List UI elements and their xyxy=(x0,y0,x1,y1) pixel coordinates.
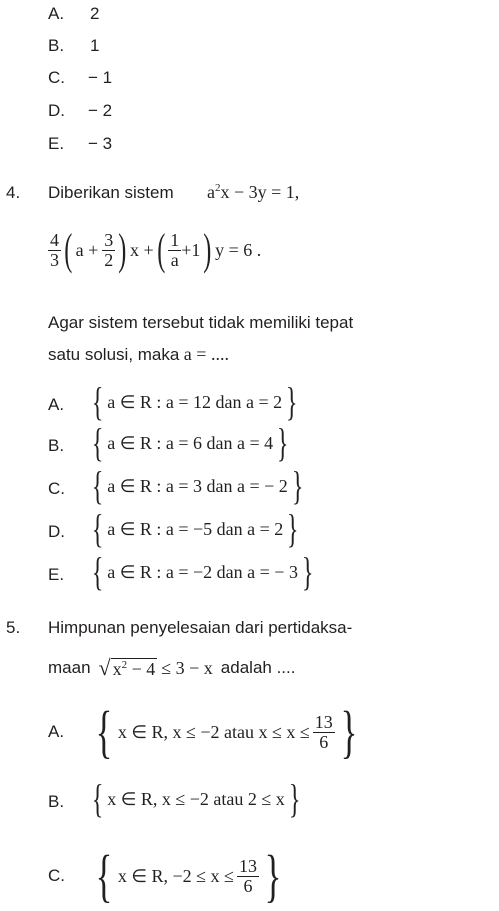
radicand xyxy=(111,658,158,680)
question-4-body-line-1: Agar sistem tersebut tidak memiliki tepat xyxy=(48,313,354,332)
line-2-end: adalah .... xyxy=(220,658,296,677)
left-brace: { xyxy=(91,420,104,465)
option-text: x ∈ R, x ≤ −2 atau x ≤ x ≤ xyxy=(117,721,310,742)
question-5-line-2 xyxy=(48,655,295,681)
fraction-denominator: a xyxy=(170,249,179,270)
left-brace: { xyxy=(91,506,104,551)
fraction-one-over-a xyxy=(168,231,181,270)
right-brace: } xyxy=(287,506,299,551)
left-paren: ( xyxy=(156,225,165,274)
question-5-line-1: Himpunan penyelesaian dari pertidaksa- xyxy=(48,618,353,637)
fraction-thirteen-sixths xyxy=(237,857,259,896)
q5-option-b-letter: B. xyxy=(48,792,65,811)
prev-option-b-value: 1 xyxy=(90,36,100,55)
radical-icon: √ xyxy=(98,655,111,680)
right-brace: } xyxy=(340,699,358,764)
question-5-number: 5. xyxy=(6,618,21,637)
prev-option-b-letter: B. xyxy=(48,36,65,55)
fraction-numerator: 13 xyxy=(314,711,333,732)
right-brace: } xyxy=(276,420,289,465)
line-2-start: maan xyxy=(48,658,91,677)
fraction-numerator: 3 xyxy=(104,229,114,250)
square-root xyxy=(99,655,158,681)
left-brace: { xyxy=(91,379,104,424)
q4-option-d-letter: D. xyxy=(48,522,65,541)
eq1-exponent: 2 xyxy=(215,182,221,194)
x-plus: x + xyxy=(129,239,154,260)
fraction-three-halves xyxy=(102,231,115,270)
left-brace: { xyxy=(95,699,113,764)
q5-option-b[interactable] xyxy=(88,776,304,821)
right-paren: ) xyxy=(203,225,212,274)
left-brace: { xyxy=(91,463,104,508)
y-equals-six: y = 6 . xyxy=(215,239,262,260)
q5-option-a[interactable] xyxy=(90,699,363,764)
a-plus: a + xyxy=(75,239,99,260)
fraction-numerator: 4 xyxy=(50,229,59,250)
body-math: a = .... xyxy=(183,344,229,364)
left-paren: ( xyxy=(64,225,73,274)
eq1-base: a xyxy=(207,182,215,202)
fraction-denominator: 2 xyxy=(104,249,114,270)
prev-option-e-letter: E. xyxy=(48,134,65,153)
fraction-denominator: 6 xyxy=(319,731,329,752)
option-text: a ∈ R : a = −5 dan a = 2 xyxy=(107,518,284,539)
q4-option-e[interactable] xyxy=(88,549,317,594)
fraction-numerator: 13 xyxy=(238,855,257,876)
q4-option-a-letter: A. xyxy=(48,395,65,414)
radicand-exponent: 2 xyxy=(121,659,128,671)
question-4-number: 4. xyxy=(6,183,21,202)
fraction-thirteen-sixths xyxy=(313,713,335,752)
question-4-equation-1 xyxy=(207,182,299,203)
right-brace: } xyxy=(291,463,304,508)
question-4-intro: Diberikan sistem xyxy=(48,183,174,202)
option-text: a ∈ R : a = 3 dan a = − 2 xyxy=(107,475,288,496)
prev-option-c-value: − 1 xyxy=(88,68,113,87)
option-text: x ∈ R, x ≤ −2 atau 2 ≤ x xyxy=(107,788,285,809)
prev-option-e-value: − 3 xyxy=(88,134,113,153)
body-text: satu solusi, maka xyxy=(48,345,180,364)
q5-option-c-letter: C. xyxy=(48,866,65,885)
right-brace: } xyxy=(288,776,301,821)
q4-option-b[interactable] xyxy=(88,420,292,465)
q4-option-d[interactable] xyxy=(88,506,303,551)
left-brace: { xyxy=(91,549,104,594)
inequality: ≤ 3 − x xyxy=(161,657,213,678)
plus-one: +1 xyxy=(181,239,201,260)
option-text: a ∈ R : a = 12 dan a = 2 xyxy=(107,391,283,412)
prev-option-d-letter: D. xyxy=(48,101,65,120)
fraction-numerator: 1 xyxy=(170,229,180,250)
q4-option-a[interactable] xyxy=(88,379,301,424)
q4-option-c-letter: C. xyxy=(48,479,65,498)
question-4-equation-2 xyxy=(48,222,261,278)
prev-option-c-letter: C. xyxy=(48,68,65,87)
right-paren: ) xyxy=(118,225,127,274)
q4-option-c[interactable] xyxy=(88,463,307,508)
prev-option-d-value: − 2 xyxy=(88,101,113,120)
fraction-denominator: 3 xyxy=(50,249,59,270)
q5-option-a-letter: A. xyxy=(48,722,65,741)
right-brace: } xyxy=(301,549,314,594)
left-brace: { xyxy=(91,776,104,821)
option-text: a ∈ R : a = 6 dan a = 4 xyxy=(107,432,274,453)
prev-option-a-value: 2 xyxy=(90,4,100,23)
radicand-base: x xyxy=(112,659,122,679)
eq1-rest: x − 3y = 1, xyxy=(220,182,300,202)
q5-option-c[interactable] xyxy=(90,843,287,908)
option-text: a ∈ R : a = −2 dan a = − 3 xyxy=(107,561,298,582)
left-brace: { xyxy=(95,843,113,908)
question-4-body-line-2 xyxy=(48,344,229,365)
right-brace: } xyxy=(285,379,298,424)
radicand-rest: − 4 xyxy=(127,659,156,679)
q4-option-e-letter: E. xyxy=(48,565,65,584)
option-text: x ∈ R, −2 ≤ x ≤ xyxy=(117,865,234,886)
fraction-denominator: 6 xyxy=(243,875,253,896)
prev-option-a-letter: A. xyxy=(48,4,65,23)
fraction-four-thirds xyxy=(48,231,61,270)
q4-option-b-letter: B. xyxy=(48,436,65,455)
right-brace: } xyxy=(264,843,282,908)
